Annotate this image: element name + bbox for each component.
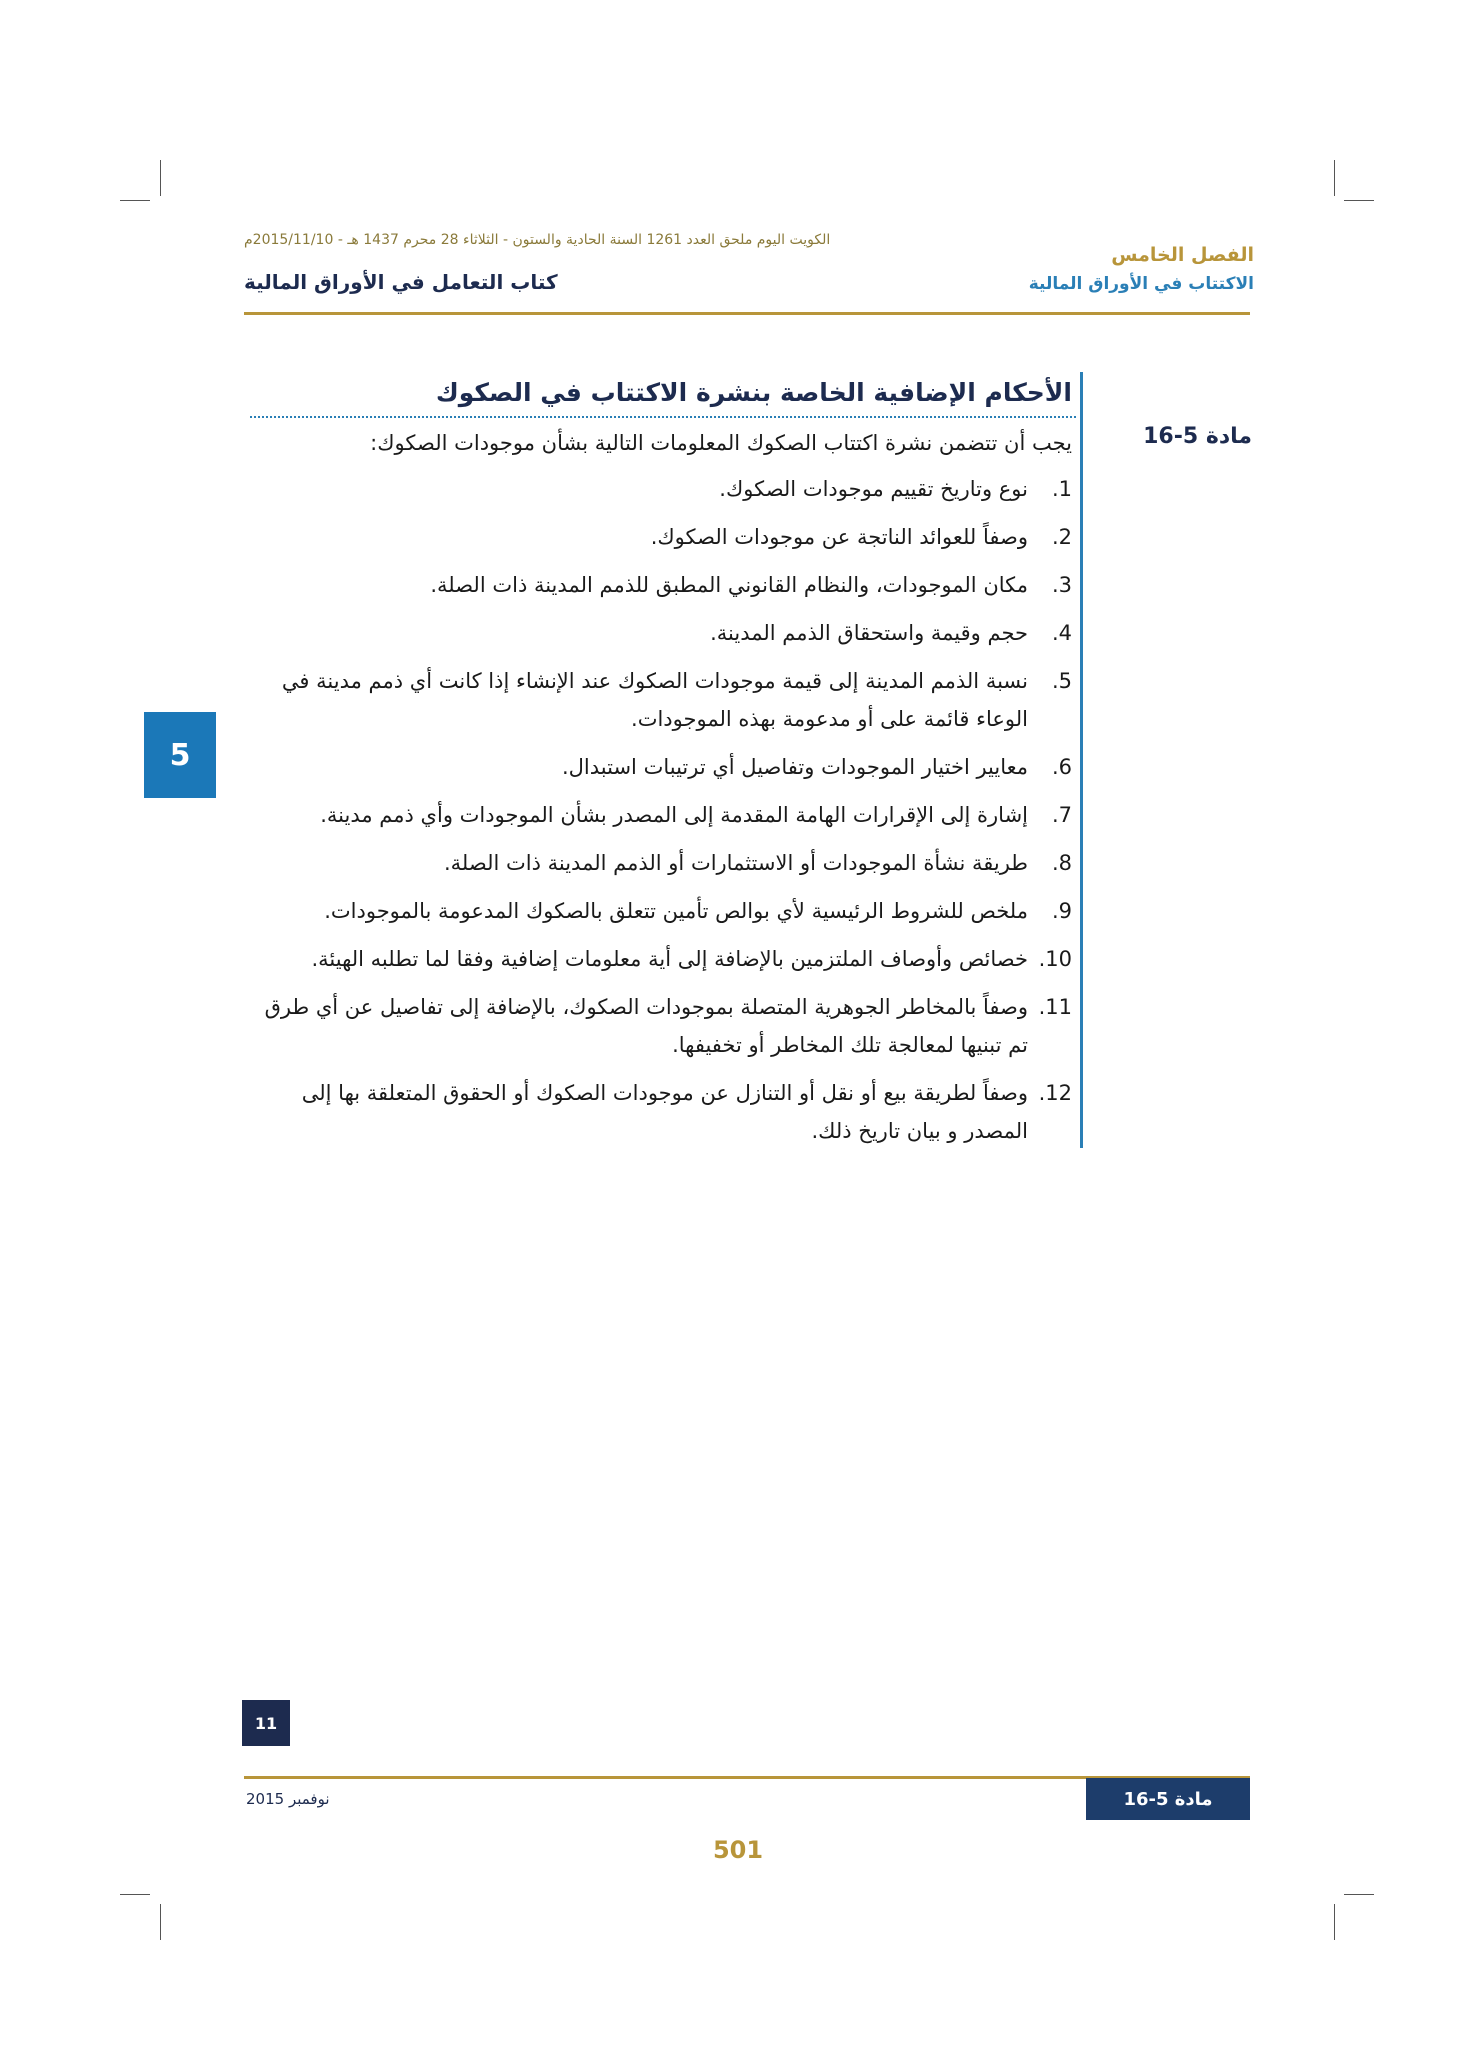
item-text: حجم وقيمة واستحقاق الذمم المدينة. [710, 621, 1028, 645]
issue-page-badge: 11 [242, 1700, 290, 1746]
footer-article-tab: مادة 5-16 [1086, 1778, 1250, 1820]
item-number: 5. [1051, 669, 1072, 693]
item-number: 4. [1051, 621, 1072, 645]
item-text: معايير اختيار الموجودات وتفاصيل أي ترتيبات استبدال. [562, 755, 1028, 779]
item-number: 8. [1051, 851, 1072, 875]
crop-mark [160, 160, 161, 196]
article-items [250, 470, 1072, 1150]
item-number: 9. [1051, 899, 1072, 923]
crop-mark [1344, 200, 1374, 201]
item-text: ملخص للشروط الرئيسية لأي بوالص تأمين تتعلق بالصكوك المدعومة بالموجودات. [324, 899, 1028, 923]
article-label: مادة 5-16 [1143, 424, 1252, 449]
item-number: 2. [1051, 525, 1072, 549]
item-text: وصفاً للعوائد الناتجة عن موجودات الصكوك. [650, 525, 1028, 549]
page-number: 501 [712, 1836, 764, 1864]
item-number: 7. [1051, 803, 1072, 827]
chapter-subtitle: الاكتتاب في الأوراق المالية [1028, 274, 1254, 294]
gazette-line: الكويت اليوم ملحق العدد 1261 السنة الحادية والستون - الثلاثاء 28 محرم 1437 هـ - 2015/11/10م [244, 232, 831, 248]
crop-mark [160, 1904, 161, 1940]
item-number: 3. [1051, 573, 1072, 597]
article-vertical-bar [1080, 372, 1083, 1148]
header-right [1029, 244, 1254, 294]
chapter-title: الفصل الخامس [1111, 244, 1254, 266]
item-text: وصفاً لطريقة بيع أو نقل أو التنازل عن موجودات الصكوك أو الحقوق المتعلقة بها إلى المصدر و بيان تاريخ ذلك. [301, 1081, 1028, 1143]
item-text: وصفاً بالمخاطر الجوهرية المتصلة بموجودات الصكوك، بالإضافة إلى تفاصيل عن أي طرق تم تبنيها لمعالجة تلك المخاطر أو تخفيفها. [264, 995, 1028, 1057]
list-item [250, 940, 1072, 978]
item-number: 12. [1038, 1081, 1072, 1105]
crop-mark [1334, 1904, 1335, 1940]
header-rule [244, 312, 1250, 315]
item-number: 6. [1051, 755, 1072, 779]
list-item [250, 988, 1072, 1064]
header-left [244, 232, 864, 294]
crop-mark [1344, 1894, 1374, 1895]
item-text: نسبة الذمم المدينة إلى قيمة موجودات الصكوك عند الإنشاء إذا كانت أي ذمم مدينة في الوعاء قائمة على أو مدعومة بهذه الموجودات. [281, 669, 1028, 731]
list-item [250, 892, 1072, 930]
list-item [250, 614, 1072, 652]
list-item [250, 796, 1072, 834]
item-number: 10. [1038, 947, 1072, 971]
list-item [250, 566, 1072, 604]
crop-mark [120, 1894, 150, 1895]
item-text: نوع وتاريخ تقييم موجودات الصكوك. [719, 477, 1028, 501]
footer-date: نوفمبر 2015 [246, 1790, 330, 1808]
item-text: خصائص وأوصاف الملتزمين بالإضافة إلى أية معلومات إضافية وفقا لما تطلبه الهيئة. [311, 947, 1028, 971]
list-item [250, 518, 1072, 556]
list-item [250, 748, 1072, 786]
item-text: طريقة نشأة الموجودات أو الاستثمارات أو الذمم المدينة ذات الصلة. [443, 851, 1028, 875]
title-dotted-divider [250, 416, 1076, 418]
list-item [250, 662, 1072, 738]
article-intro: يجب أن تتضمن نشرة اكتتاب الصكوك المعلومات التالية بشأن موجودات الصكوك: [370, 431, 1072, 455]
section-title: الأحكام الإضافية الخاصة بنشرة الاكتتاب في الصكوك [435, 378, 1072, 407]
book-title: كتاب التعامل في الأوراق المالية [244, 270, 558, 294]
chapter-side-tab: 5 [144, 712, 216, 798]
item-text: إشارة إلى الإقرارات الهامة المقدمة إلى المصدر بشأن الموجودات وأي ذمم مدينة. [320, 803, 1028, 827]
list-item [250, 470, 1072, 508]
article-body [250, 424, 1072, 1160]
item-number: 1. [1051, 477, 1072, 501]
item-number: 11. [1038, 995, 1072, 1019]
crop-mark [1334, 160, 1335, 196]
item-text: مكان الموجودات، والنظام القانوني المطبق للذمم المدينة ذات الصلة. [430, 573, 1028, 597]
crop-mark [120, 200, 150, 201]
list-item [250, 844, 1072, 882]
list-item [250, 1074, 1072, 1150]
